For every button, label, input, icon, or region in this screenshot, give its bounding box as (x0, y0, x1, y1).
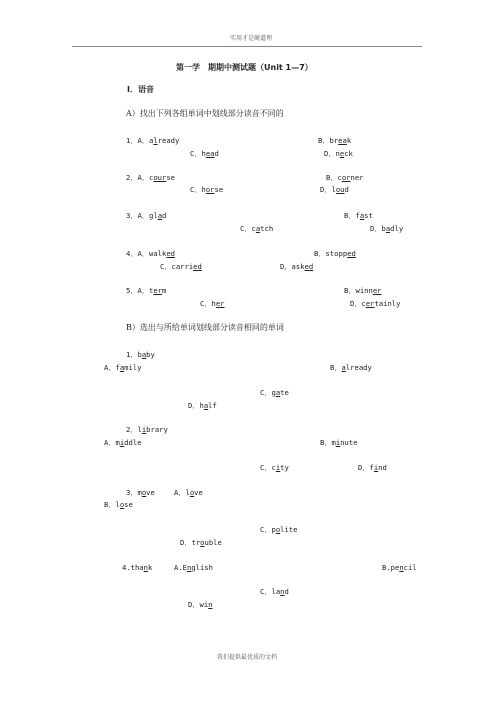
a-q1-option-b: B．break (318, 136, 352, 145)
a-q1-line1: 1．A．already (126, 136, 180, 145)
a-q5-option-a: term (149, 286, 167, 295)
a-q2-option-b: B．corner (326, 173, 364, 182)
a-q2-option-c: C．horse (190, 185, 224, 194)
b-q3-option-a: A．love (174, 488, 203, 497)
b-q1-option-c: C．gate (260, 388, 289, 397)
a-q4-line1: 4．A．walked (126, 249, 175, 258)
page-footer: 我们提供最优质的文档 (217, 654, 278, 661)
b-q3-word: 3．move (126, 488, 155, 497)
b-q4-word: 4.thank (122, 563, 153, 572)
part-b-instruction: B）选出与所给单词划线部分读音相同的单词 (126, 323, 284, 332)
a-q3-option-d: D．badly (370, 224, 404, 233)
a-q3-option-b: B．fast (344, 211, 373, 220)
a-q5-option-c: C．her (200, 299, 225, 308)
b-q3-option-b: B．lose (104, 500, 133, 509)
a-q2-option-a: course (149, 173, 175, 182)
header-rule (72, 46, 422, 47)
b-q4-option-b: B.pencil (382, 563, 417, 572)
b-q3-option-d: D．trouble (180, 538, 222, 547)
page-header: 实用才是硬道理 (230, 35, 273, 42)
b-q4-option-c: C．land (260, 587, 289, 596)
a-q4-option-b: B．stopped (314, 249, 356, 258)
a-q4-option-d: D．asked (280, 262, 314, 271)
a-q3-option-c: C．catch (240, 224, 274, 233)
b-q1-option-a: A．family (104, 363, 142, 372)
b-q2-word: 2．library (126, 425, 168, 434)
b-q1-option-d: D．half (188, 401, 217, 410)
b-q2-option-b: B．minute (320, 438, 358, 447)
a-q1-option-c: C．head (190, 149, 219, 158)
b-q1-word: 1．baby (126, 350, 155, 359)
b-q2-option-a: A．middle (104, 438, 142, 447)
b-q3-option-c: C．polite (260, 525, 298, 534)
section-heading: Ⅰ．语音 (127, 85, 154, 94)
part-a-instruction: A）找出下列各组单词中划线部分读音不同的 (126, 109, 284, 118)
a-q4-option-c: C．carried (160, 262, 202, 271)
b-q2-option-d: D．find (358, 463, 387, 472)
a-q4-option-a: walked (149, 249, 175, 258)
a-q3-option-a: glad (149, 211, 167, 220)
a-q2-line1: 2．A．course (126, 173, 175, 182)
a-q5-option-b: B．winner (344, 286, 382, 295)
b-q2-option-c: C．city (260, 463, 289, 472)
a-q2-option-d: D．loud (320, 185, 349, 194)
b-q1-option-b: B．already (330, 363, 372, 372)
a-q3-line1: 3．A．glad (126, 211, 167, 220)
b-q4-option-d: D．win (188, 600, 213, 609)
a-q5-option-d: D．certainly (350, 299, 401, 308)
page-title: 第一学 期期中测试题（Unit 1—7） (176, 63, 313, 72)
a-q1-option-a: already (149, 136, 180, 145)
a-q1-option-d: D．neck (324, 149, 353, 158)
a-q5-line1: 5．A．term (126, 286, 167, 295)
b-q4-option-a: A.English (174, 563, 213, 572)
